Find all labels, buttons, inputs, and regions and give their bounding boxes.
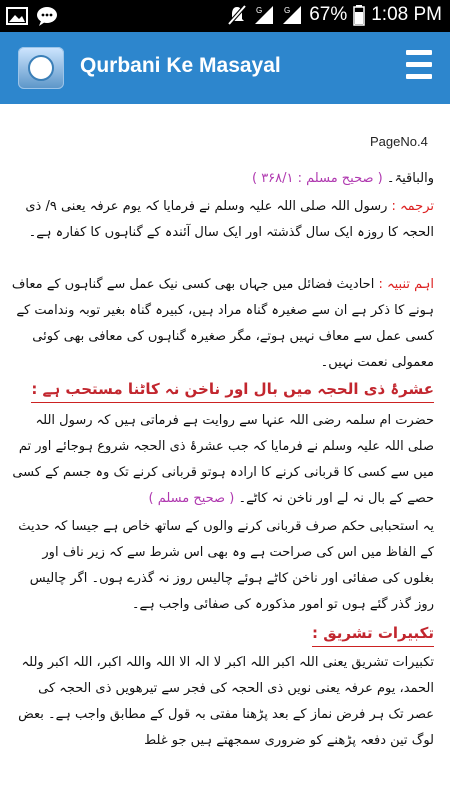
menu-icon[interactable] [406,50,432,84]
takbeer-text: تکبیرات تشریق یعنی اللہ اکبر اللہ اکبر لا الہ الا اللہ واللہ اکبر، اللہ اکبر وللہ الحمد، یوم عرفہ یعنی نویں ذی الحجہ کی فجر سے تیرھویں ذی الحجہ کی عصر تک ہر فرض نماز کے بعد پڑھنا مفتی بہ قول کے مطابق واجب ہے۔ بعض لوگ تین دفعہ پڑھنے کو ضروری سمجھتے ہیں جو غلط [18,655,434,748]
chat-icon [36,6,58,26]
translation-label: ترجمہ : [391,199,434,214]
section-heading-takbeer: تکبیرات تشریق : [8,620,434,647]
svg-text:G: G [284,6,291,15]
status-bar [0,0,450,32]
battery-icon [353,4,365,26]
translation-paragraph [8,194,434,246]
hadith-citation: ( صحیح مسلم ) [148,491,235,506]
section-heading-hair-nails: عشرۂ ذی الحجہ میں بال اور ناخن نہ کاٹنا مستحب ہے : [8,376,434,403]
reference-lead: والباقیۃ۔ [386,171,434,186]
app-title: Qurbani Ke Masayal [80,54,281,77]
signal-icon [281,4,303,26]
clock: 1:08 PM [371,4,442,25]
hadith-paragraph [8,408,434,512]
battery-percent: 67% [309,4,348,25]
page-content [0,104,450,800]
mute-icon [227,4,247,26]
app-bar [0,32,450,104]
notice-text: احادیث فضائل میں جہاں بھی کسی نیک عمل سے گناہوں کے معاف ہونے کا ذکر ہے ان سے صغیرہ گناہ مراد ہیں، کبیرہ گناہ بغیر توبہ وندامت کے کسی عمل سے معاف نہیں ہوتے، مگر صغیرہ گناہوں کی معافی بھی کوئی معمولی نعمت نہیں۔ [11,277,434,370]
page-number: PageNo.4 [370,134,428,149]
svg-text:G: G [256,6,263,15]
takbeer-paragraph [8,650,434,754]
app-logo-icon [18,47,64,89]
reference-line [8,166,434,192]
translation-text: رسول اللہ صلی اللہ علیہ وسلم نے فرمایا کہ یوم عرفہ یعنی ۹/ ذی الحجہ کا روزہ ایک سال گذشتہ اور ایک سال آئندہ کے گناہوں کا کفارہ ہے۔ [25,199,434,240]
explanation-paragraph [8,514,434,618]
explanation-text: یہ استحبابی حکم صرف قربانی کرنے والوں کے ساتھ خاص ہے جیسا کہ حدیث کے الفاظ میں اس کی صراحت ہے وہ بھی اس شرط سے کہ زیر ناف اور بغلوں کی صفائی اور ناخن کاٹے ہوئے چالیس روز نہ گذرے ہوں۔ اگر چالیس روز گذر گئے ہوں تو امور مذکورہ کی صفائی واجب ہے۔ [18,519,434,612]
hadith-text: حضرت ام سلمہ رضی اللہ عنہا سے روایت ہے فرماتی ہیں کہ رسول اللہ صلی اللہ علیہ وسلم نے فرمایا کہ جب عشرۂ ذی الحجہ شروع ہوجائے اور تم میں سے کسی کا قربانی کرنے کا ارادہ ہوتو قربانی کرنے تک وہ جسم کے کسی حصے کے بال نہ لے اور ناخن نہ کاٹے۔ [12,413,434,506]
reference-citation: ( صحیح مسلم : ۳۶۸/۱ ) [251,171,383,186]
signal-icon [253,4,275,26]
notice-label: اہم تنبیہ : [378,277,434,292]
notice-paragraph [8,272,434,376]
image-icon [6,7,28,25]
